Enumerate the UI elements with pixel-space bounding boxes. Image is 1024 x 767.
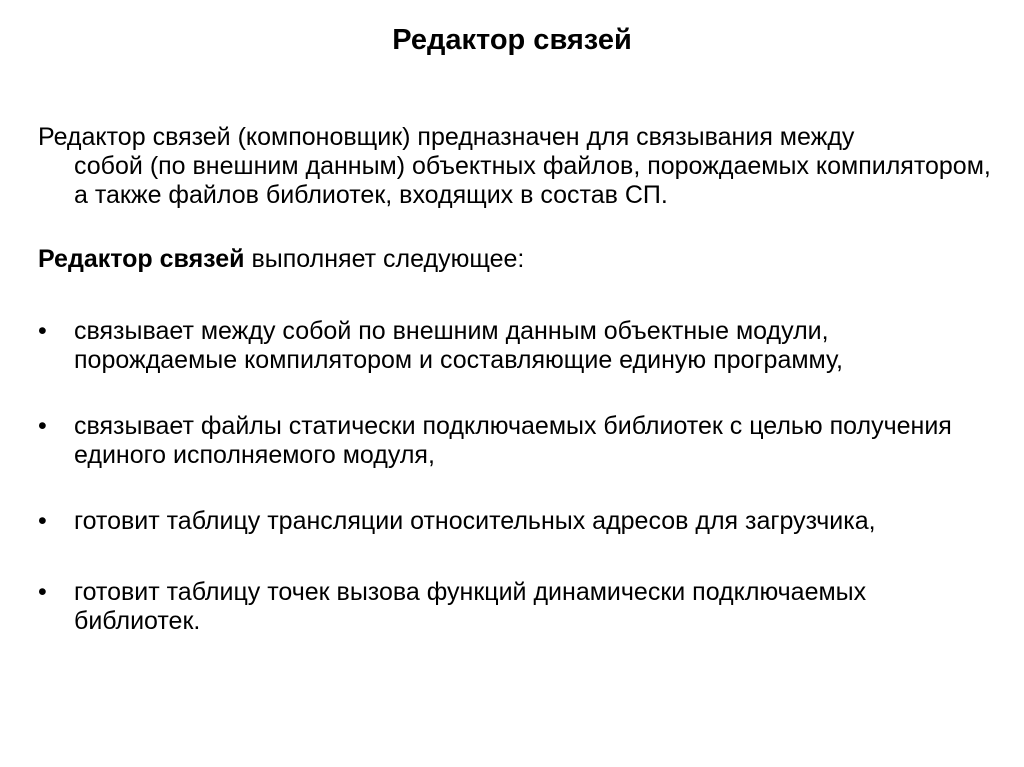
bullet-item xyxy=(38,578,998,636)
bullet-marker: • xyxy=(38,578,47,606)
intro-paragraph xyxy=(38,123,998,210)
bullet-marker: • xyxy=(38,412,47,440)
bullet-item xyxy=(38,317,998,375)
bullet-text: связывает между собой по внешним данным объектные модули, порождаемые компилятором и составляющие единую программу, xyxy=(74,317,843,374)
lead-paragraph xyxy=(38,245,998,274)
bullet-text: готовит таблицу точек вызова функций динамически подключаемых библиотек. xyxy=(74,578,867,635)
bullet-item xyxy=(38,412,998,470)
lead-text: выполняет следующее: xyxy=(244,245,525,273)
lead-bold-term: Редактор связей xyxy=(38,245,245,273)
bullet-text: связывает файлы статически подключаемых библиотек с целью получения единого исполняемого модуля, xyxy=(74,412,952,469)
intro-continuation: собой (по внешним данным) объектных файлов, порождаемых компилятором, а также файлов библиотек, входящих в состав СП. xyxy=(74,152,991,209)
intro-first-line: Редактор связей (компоновщик) предназначен для связывания между xyxy=(38,123,855,151)
bullet-text: готовит таблицу трансляции относительных адресов для загрузчика, xyxy=(74,507,876,535)
slide-title: Редактор связей xyxy=(392,24,632,56)
bullet-marker: • xyxy=(38,507,47,535)
bullet-marker: • xyxy=(38,317,47,345)
bullet-item xyxy=(38,507,998,536)
